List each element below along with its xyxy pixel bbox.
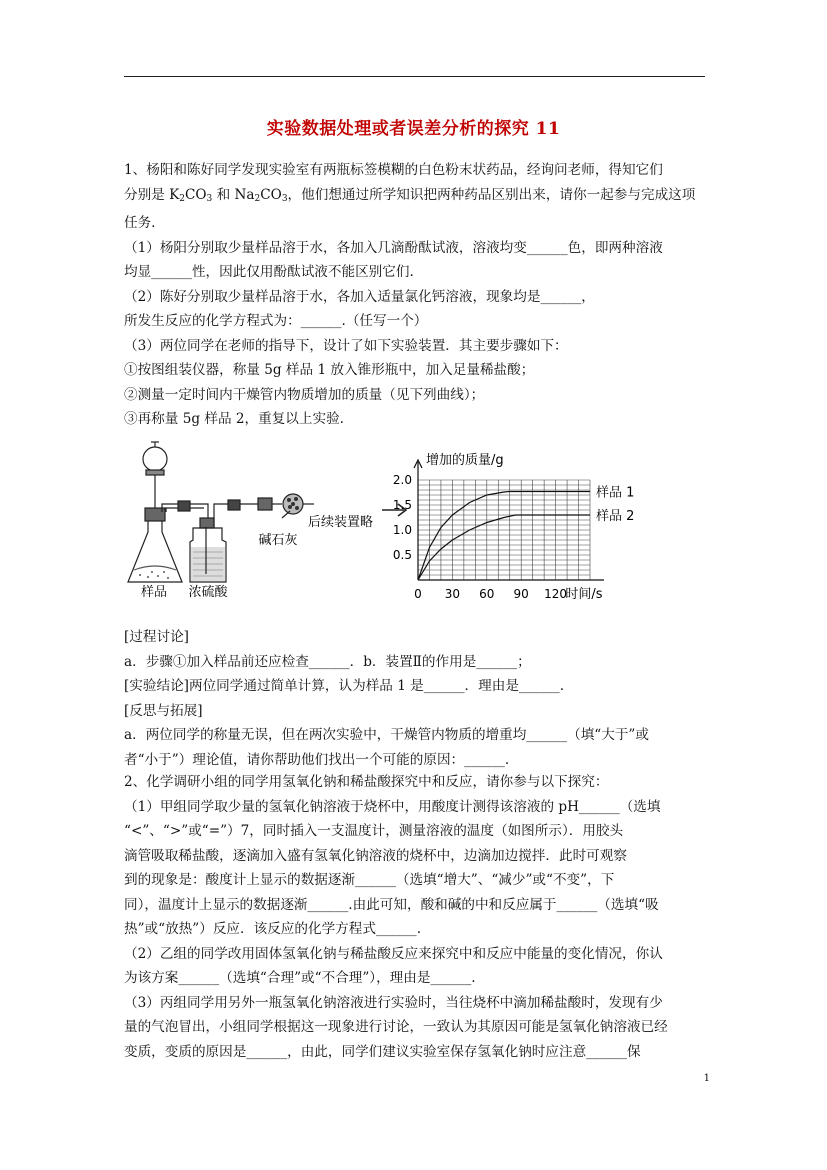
q1-intro-line-2: 分别是 $K_2CO_3$ 和 $Na_2CO_3$，他们想通过所学知识把两种药品区别出来，请你一起参与完成这项 [124,186,696,204]
label-concentrated-sulfuric-acid: 浓硫酸 [188,585,228,600]
q2-line-7: 热”或“放热”）反应．该反应的化学方程式______. [124,921,422,937]
reflection-heading: [反思与拓展] [124,702,203,719]
q1-step3-line-4: ③再称量 5g 样品 2，重复以上实验. [124,411,345,427]
conical-flask-icon [128,521,182,582]
question-2 [124,770,714,1064]
x-tick-label: 30 [444,587,461,601]
q2-line-12: 变质，变质的原因是______，由此，同学们建议实验室保存氢氧化钠时应注意______保 [124,1043,641,1060]
q1-step3-line-2: ①按图组装仪器，称量 5g 样品 1 放入锥形瓶中，加入足量稀盐酸； [124,362,535,378]
q2-line-11: 量的气泡冒出，小组同学根据这一现象进行讨论，一致认为其原因可能是氢氧化钠溶液已经 [124,1019,668,1035]
q2-line-8: （2）乙组的同学改用固体氢氧化钠与稀盐酸反应来探究中和反应中能量的变化情况，你认 [124,945,663,962]
q2-line-4: 滴管吸取稀盐酸，逐滴加入盛有氢氧化钠溶液的烧杯中，边滴加边搅拌．此时可观察 [124,847,627,864]
y-tick-label: 2.0 [392,473,412,487]
discussion-heading: [过程讨论] [124,629,189,645]
page-number: 1 [703,1073,710,1084]
question-1 [124,158,714,432]
x-tick-label: 90 [513,587,529,601]
x-tick-label: 0 [414,587,422,601]
apparatus-and-chart [118,432,635,602]
q2-line-9: 为该方案______（选填“合理”或“不合理”），理由是______. [124,970,476,986]
q1-intro-line-3: 任务. [124,215,156,231]
mass-increase-chart [393,452,635,602]
reflection-line-2: 者“小于”）理论值，请你帮助他们找出一个可能的原因：______. [124,751,510,768]
conclusion-line: [实验结论]两位同学通过简单计算，认为样品 1 是______．理由是______. [124,678,565,694]
label-sample: 样品 [140,585,168,600]
funnel-bulb-icon [143,447,167,471]
series-label-1: 样品 1 [596,485,635,501]
q1-step2-line-1: （2）陈好分别取少量样品溶于水，各加入适量氯化钙溶液，现象均是______， [124,288,595,305]
q2-line-2: （1）甲组同学取少量的氢氧化钠溶液于烧杯中，用酸度计测得该溶液的 pH______（选填 [124,798,661,815]
q1-intro-line-1: 1、杨阳和陈好同学发现实验室有两瓶标签模糊的白色粉末状药品，经询问老师，得知它们 [124,162,663,178]
x-axis-label: 时间/s [565,587,603,602]
q1-step3-line-1: （3）两位同学在老师的指导下，设计了如下实验装置．其主要步骤如下： [124,337,568,354]
apparatus-diagram [128,442,314,582]
x-tick-label: 60 [479,587,495,601]
page-title: 实验数据处理或者误差分析的探究 11 [266,119,561,139]
y-tick-label: 1.0 [392,523,412,537]
bottle-stopper-icon [200,518,214,528]
q1-step3-line-3: ②测量一定时间内干燥管内物质增加的质量（见下列曲线）； [124,386,485,403]
y-tick-label: 1.5 [392,498,412,512]
discussion-line: a．步骤①加入样品前还应检查______．b．装置Ⅱ的作用是______； [124,653,531,670]
label-soda-lime: 碱石灰 [258,533,298,548]
header-rule [124,76,705,77]
q2-line-6: 同），温度计上显示的数据逐渐______.由此可知，酸和碱的中和反应属于______（选填“吸 [124,896,659,913]
series-label-2: 样品 2 [596,509,635,524]
drying-tube-connector-icon [258,498,272,510]
y-axis-label: 增加的质量/g [426,453,504,468]
q2-line-3: “<”、“>”或“=”）7，同时插入一支温度计，测量溶液的温度（如图所示）．用胶头 [124,823,624,839]
q2-line-5: 到的现象是：酸度计上显示的数据逐渐______（选填“增大”、“减少”或“不变”，下 [124,872,615,888]
x-tick-label: 120 [544,587,568,601]
y-tick-label: 0.5 [392,548,412,562]
q2-line-1: 2、化学调研小组的同学用氢氧化钠和稀盐酸探究中和反应，请你参与以下探究： [124,774,609,790]
experiment-figure [118,432,635,602]
stopcock-icon [146,470,164,475]
q1-step2-line-2: 所发生反应的化学方程式为：______.（任写一个） [124,313,428,329]
question-1-discussion [124,625,714,772]
reflection-line-1: a．两位同学的称量无误，但在两次实验中，干燥管内物质的增重均______（填“大于”或 [124,727,649,743]
q2-line-10: （3）丙组同学用另外一瓶氢氧化钠溶液进行实验时，当往烧杯中滴加稀盐酸时，发现有少 [124,994,663,1011]
q1-step1-line-1: （1）杨阳分别取少量样品溶于水，各加入几滴酚酞试液，溶液均变______色，即两种溶液 [124,239,663,256]
q1-step1-line-2: 均显______性，因此仅用酚酞试液不能区别它们. [124,264,414,280]
label-followup-apparatus: 后续装置略 [308,515,374,530]
